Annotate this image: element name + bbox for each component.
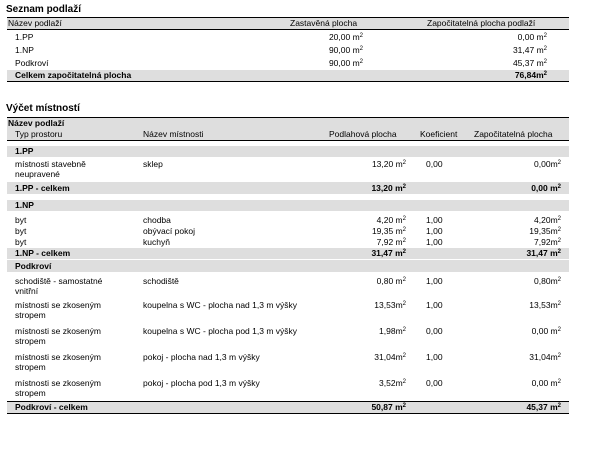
floor-group-header: [7, 146, 569, 157]
coefficient: 1,00: [426, 226, 443, 236]
floor-area: $3,52m^2$: [379, 378, 406, 388]
room-name: pokoj - plocha nad 1,3 m výšky: [143, 352, 260, 362]
counted-area: $19,35m^2$: [529, 226, 561, 236]
counted-area: 0,00 $m^2$: [517, 32, 547, 42]
total-label: Celkem započitatelná plocha: [15, 70, 132, 80]
counted-area: $7,92m^2$: [534, 237, 561, 247]
table-row: [7, 352, 569, 378]
room-type-cont: stropem: [15, 310, 46, 320]
floor-area: $31,04m^2$: [374, 352, 406, 362]
col-floor-name: Název podlaží: [8, 18, 62, 28]
room-type: byt: [15, 226, 27, 236]
room-type: místnosti se zkoseným: [15, 300, 101, 310]
floor-total-row: [7, 248, 569, 259]
col-coefficient: Koeficient: [420, 129, 458, 139]
col-built-area: Zastavěná plocha: [290, 18, 358, 28]
room-type: místnosti se zkoseným: [15, 352, 101, 362]
room-type-cont: stropem: [15, 336, 46, 346]
counted-area: 0,00 $m^2$: [531, 326, 561, 336]
table-row: [7, 32, 569, 42]
room-name: koupelna s WC - plocha nad 1,3 m výšky: [143, 300, 298, 310]
coefficient: 1,00: [426, 237, 443, 247]
col-room-name: Název místnosti: [143, 129, 204, 139]
total-label: 1.PP - celkem: [15, 183, 70, 193]
col-room-type: Typ prostoru: [15, 129, 63, 139]
coefficient: 1,00: [426, 276, 443, 286]
floor-group-label: Podkroví: [15, 261, 52, 271]
room-name: kuchyň: [143, 237, 170, 247]
floor-name: Podkroví: [15, 58, 49, 68]
floor-list-header: [7, 17, 569, 30]
coefficient: 0,00: [426, 159, 443, 169]
counted-area: 0,00 $m^2$: [531, 378, 561, 388]
floor-area: $1,98m^2$: [379, 326, 406, 336]
table-row: [7, 237, 569, 248]
table-row: [7, 300, 569, 326]
room-name: chodba: [143, 215, 171, 225]
col-counted-area: Započitatelná plocha: [474, 129, 553, 139]
total-counted: 0,00 $m^2$: [531, 183, 561, 193]
counted-area: $4,20m^2$: [534, 215, 561, 225]
room-name: schodiště: [143, 276, 179, 286]
floor-name: 1.NP: [15, 45, 34, 55]
total-label: Podkroví - celkem: [15, 402, 88, 412]
coefficient: 1,00: [426, 215, 443, 225]
room-type: místnosti se zkoseným: [15, 378, 101, 388]
room-type: schodiště - samostatné: [15, 276, 103, 286]
total-label: 1.NP - celkem: [15, 248, 71, 258]
counted-area: $13,53m^2$: [529, 300, 561, 310]
room-name: pokoj - plocha pod 1,3 m výšky: [143, 378, 260, 388]
group-header: [7, 117, 569, 129]
floor-area: 13,20 $m^2$: [371, 159, 406, 169]
coefficient: 1,00: [426, 352, 443, 362]
counted-area: 31,47 $m^2$: [512, 45, 547, 55]
built-area: 90,00 $m^2$: [328, 45, 363, 55]
total-area: 31,47 $m^2$: [371, 248, 406, 258]
floor-area: 19,35 $m^2$: [371, 226, 406, 236]
floor-total-row: [7, 182, 569, 194]
room-name: obývací pokoj: [143, 226, 195, 236]
total-area: 50,87 $m^2$: [371, 402, 406, 412]
floor-area: 7,92 $m^2$: [376, 237, 406, 247]
col-counted-area: Započitatelná plocha podlaží: [427, 18, 536, 28]
floor-group-label: 1.NP: [15, 200, 34, 210]
room-list-title: Výčet místností: [6, 103, 80, 114]
floor-total-row: [7, 70, 569, 82]
table-row: [7, 378, 569, 401]
room-type-cont: neupravené: [15, 169, 60, 179]
floor-total-row: [7, 401, 569, 414]
table-row: [7, 215, 569, 226]
room-type: byt: [15, 215, 27, 225]
coefficient: 0,00: [426, 378, 443, 388]
table-row: [7, 276, 569, 300]
room-type: byt: [15, 237, 27, 247]
table-row: [7, 45, 569, 55]
room-type: místnosti se zkoseným: [15, 326, 101, 336]
room-type-cont: vnitřní: [15, 286, 39, 296]
floor-area: 4,20 $m^2$: [376, 215, 406, 225]
room-type: místnosti stavebně: [15, 159, 86, 169]
built-area: 90,00 $m^2$: [328, 58, 363, 68]
total-counted: 45,37 $m^2$: [526, 402, 561, 412]
table-row: [7, 58, 569, 68]
built-area: 20,00 $m^2$: [328, 32, 363, 42]
floor-list-table: [7, 17, 569, 82]
floor-area: $13,53m^2$: [374, 300, 406, 310]
floor-name: 1.PP: [15, 32, 34, 42]
floor-group-label: 1.PP: [15, 146, 34, 156]
room-list-table: [7, 117, 569, 414]
floor-area: 0,80 $m^2$: [376, 276, 406, 286]
room-type-cont: stropem: [15, 362, 46, 372]
coefficient: 0,00: [426, 326, 443, 336]
coefficient: 1,00: [426, 300, 443, 310]
counted-area: $0,80m^2$: [534, 276, 561, 286]
group-header-label: Název podlaží: [8, 118, 65, 128]
counted-area: $31,04m^2$: [529, 352, 561, 362]
total-counted: 31,47 $m^2$: [526, 248, 561, 258]
total-area: 13,20 $m^2$: [371, 183, 406, 193]
room-name: sklep: [143, 159, 163, 169]
floor-group-header: [7, 200, 569, 211]
counted-area: $0,00m^2$: [534, 159, 561, 169]
table-row: [7, 226, 569, 237]
table-row: [7, 159, 569, 181]
floor-list-title: Seznam podlaží: [6, 4, 82, 15]
col-floor-area: Podlahová plocha: [329, 129, 397, 139]
room-list-header: [7, 129, 569, 141]
table-row: [7, 326, 569, 352]
room-name: koupelna s WC - plocha pod 1,3 m výšky: [143, 326, 298, 336]
floor-group-header: [7, 260, 569, 272]
room-type-cont: stropem: [15, 388, 46, 398]
total-value: $76,84m^2$: [514, 70, 547, 80]
counted-area: 45,37 $m^2$: [512, 58, 547, 68]
